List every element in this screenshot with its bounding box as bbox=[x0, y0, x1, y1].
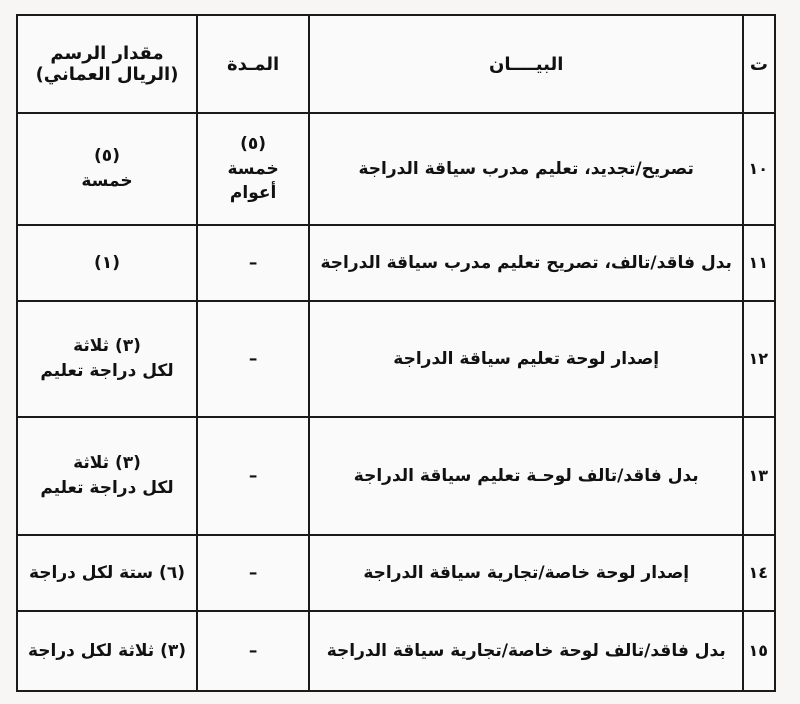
row-duration-line2: خمسة أعوام bbox=[227, 158, 279, 204]
row-number: ١٠ bbox=[743, 113, 775, 225]
row-number: ١٤ bbox=[743, 535, 775, 611]
row-fee bbox=[17, 113, 197, 225]
header-number: ت bbox=[743, 15, 775, 113]
header-fee-line2: (الريال العماني) bbox=[35, 64, 179, 85]
row-duration-line1: – bbox=[248, 348, 258, 369]
row-number: ١٢ bbox=[743, 301, 775, 417]
header-duration: المـدة bbox=[197, 15, 309, 113]
row-description: إصدار لوحة تعليم سياقة الدراجة bbox=[309, 301, 743, 417]
header-fee bbox=[17, 15, 197, 113]
header-fee-line1: مقدار الرسم bbox=[50, 43, 164, 64]
row-fee-line1: (٣) ثلاثة bbox=[73, 336, 141, 357]
table-row bbox=[17, 611, 775, 691]
row-number: ١٣ bbox=[743, 417, 775, 535]
row-duration-line1: – bbox=[248, 252, 258, 273]
table-row bbox=[17, 535, 775, 611]
row-fee-line1: (٣) ثلاثة لكل دراجة bbox=[27, 640, 187, 661]
row-duration-line1: – bbox=[248, 562, 258, 583]
row-fee-line1: (٣) ثلاثة bbox=[73, 453, 141, 474]
row-fee-line1: (٥) bbox=[94, 146, 120, 167]
row-fee bbox=[17, 301, 197, 417]
header-description: البيــــان bbox=[309, 15, 743, 113]
row-fee bbox=[17, 417, 197, 535]
row-fee bbox=[17, 611, 197, 691]
table-row bbox=[17, 225, 775, 301]
table-row bbox=[17, 417, 775, 535]
table-row bbox=[17, 301, 775, 417]
row-duration-line1: (٥) bbox=[240, 134, 267, 155]
row-fee-line2: لكل دراجة تعليم bbox=[40, 361, 174, 381]
table-header-row bbox=[17, 15, 775, 113]
row-description: بدل فاقد/تالف لوحـة تعليم سياقة الدراجة bbox=[309, 417, 743, 535]
row-duration-line1: – bbox=[248, 640, 258, 661]
row-fee-line1: (٦) ستة لكل دراجة bbox=[28, 562, 185, 583]
row-number: ١١ bbox=[743, 225, 775, 301]
row-duration bbox=[197, 301, 309, 417]
row-duration bbox=[197, 225, 309, 301]
row-description: بدل فاقد/تالف، تصريح تعليم مدرب سياقة الدراجة bbox=[309, 225, 743, 301]
row-duration bbox=[197, 611, 309, 691]
row-duration bbox=[197, 417, 309, 535]
fees-table bbox=[16, 14, 776, 692]
row-fee bbox=[17, 535, 197, 611]
row-duration bbox=[197, 113, 309, 225]
row-description: تصريح/تجديد، تعليم مدرب سياقة الدراجة bbox=[309, 113, 743, 225]
row-fee-line1: (١) bbox=[94, 252, 120, 273]
row-description: إصدار لوحة خاصة/تجارية سياقة الدراجة bbox=[309, 535, 743, 611]
table-row bbox=[17, 113, 775, 225]
row-duration-line1: – bbox=[248, 465, 258, 486]
row-number: ١٥ bbox=[743, 611, 775, 691]
row-fee bbox=[17, 225, 197, 301]
row-duration bbox=[197, 535, 309, 611]
row-description: بدل فاقد/تالف لوحة خاصة/تجارية سياقة الدراجة bbox=[309, 611, 743, 691]
row-fee-line2: لكل دراجة تعليم bbox=[40, 478, 174, 498]
row-fee-line2: خمسة bbox=[81, 171, 133, 191]
